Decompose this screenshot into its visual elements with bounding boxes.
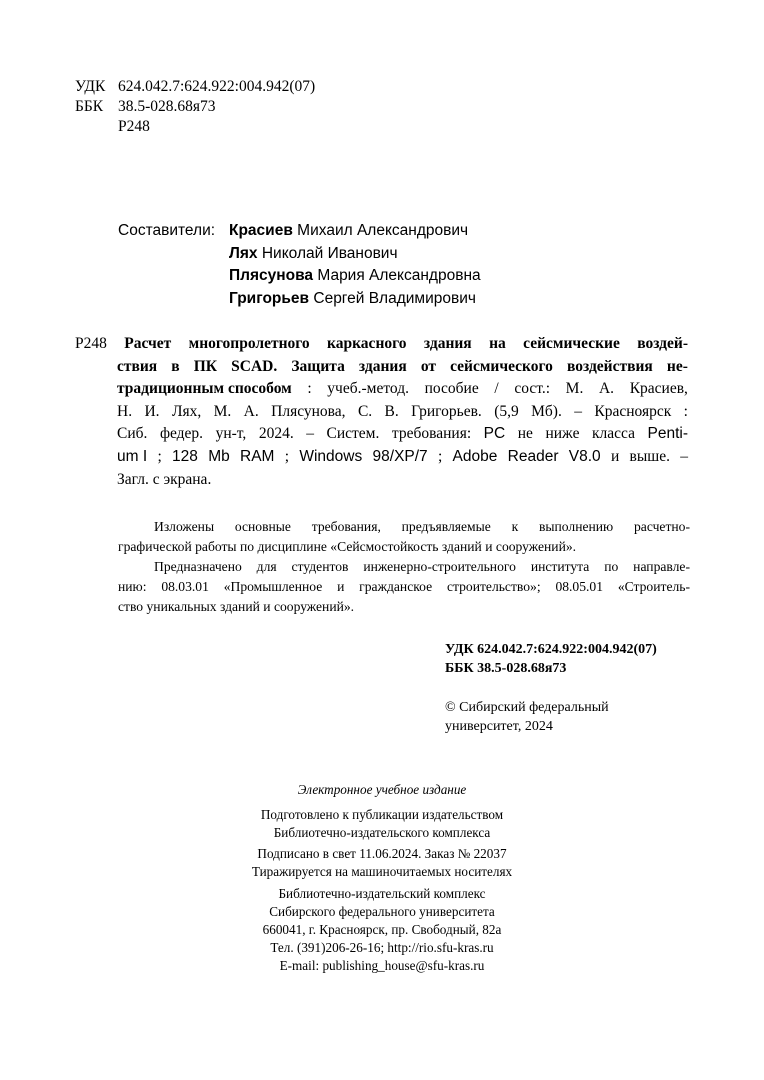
udc-label: УДК (75, 78, 106, 95)
annotation-word: дисциплине (257, 539, 327, 554)
classification-bottom (445, 640, 657, 678)
catalog-word: Красиев, (629, 380, 688, 398)
catalog-line-4 (75, 401, 688, 424)
catalog-word: Григорьев. (411, 402, 482, 420)
edition-type: Электронное учебное издание (297, 782, 467, 797)
annotation-line-3 (118, 557, 690, 577)
catalog-word: ; (437, 447, 443, 465)
annotation-word: студентов (291, 559, 349, 574)
annotation-word: инженерно-строительного (363, 559, 516, 574)
compilers-label: Составители: (118, 222, 216, 239)
copyright (445, 698, 609, 736)
annotation-word: Изложены (154, 519, 215, 534)
annotation-word: 08.05.01 (555, 579, 604, 594)
compiler-given-name: Николай Иванович (261, 244, 398, 262)
compiler-name (229, 243, 398, 266)
compiler-name (229, 220, 468, 243)
annotation-line-1 (118, 517, 690, 537)
author-mark: Р248 (118, 118, 150, 135)
publisher-email: E-mail: publishing_house@sfu-kras.ru (279, 958, 485, 973)
catalog-word: ПК (193, 357, 218, 375)
udc-value: 624.042.7:624.922:004.942(07) (118, 78, 316, 95)
catalog-word: PC (483, 425, 506, 443)
prepared-line-1: Подготовлено к публикации издательством (260, 807, 504, 822)
catalog-word: ствия (117, 357, 158, 375)
catalog-word: сейсмические (523, 335, 620, 352)
catalog-word: учеб.-метод. (327, 380, 409, 398)
catalog-word: С. (357, 402, 373, 420)
compiler-surname: Плясунова (229, 267, 314, 284)
catalog-word: (5,9 (494, 402, 519, 420)
catalog-word: требования: (391, 425, 472, 443)
catalog-word: Reader (507, 447, 559, 465)
catalog-word: Красноярск (594, 402, 672, 420)
compiler-given-name: Мария Александровна (317, 267, 481, 284)
compiler-row (118, 220, 481, 243)
compilers-block (118, 220, 481, 310)
compiler-surname: Красиев (229, 222, 293, 239)
annotation-line-5: ство уникальных зданий и сооружений». (118, 599, 355, 614)
catalog-line-3 (75, 378, 688, 401)
catalog-title-end: традиционным способом (117, 380, 292, 398)
annotation-word: к (511, 519, 519, 534)
annotation-word: «Строитель- (617, 579, 690, 594)
catalog-line-1 (75, 333, 688, 356)
annotation-line-4 (118, 577, 690, 597)
annotation-word: Предназначено (154, 559, 242, 574)
bbk-row (75, 97, 315, 117)
bbk-value: 38.5-028.68я73 (118, 98, 216, 115)
catalog-word: ; (157, 447, 162, 465)
catalog-word: – (574, 402, 582, 420)
catalog-entry (75, 333, 688, 491)
catalog-word: Плясунова, (271, 402, 346, 420)
catalog-word: : (307, 380, 312, 398)
copyright-line-1: © Сибирский федеральный (445, 700, 609, 715)
compiler-row (118, 243, 481, 266)
compiler-surname: Григорьев (229, 289, 310, 307)
annotation-word: графической (118, 539, 192, 554)
catalog-mark: Р248 (75, 335, 107, 352)
catalog-line-6 (75, 446, 688, 469)
catalog-word: на (489, 335, 506, 352)
annotation-word: выполнению (538, 519, 614, 534)
annotation-line-2 (118, 537, 690, 557)
catalog-word: воздей- (637, 335, 688, 352)
catalog-word: А. (598, 380, 615, 398)
annotation-word: расчетно- (633, 519, 690, 534)
annotation-word: работы (195, 539, 237, 554)
catalog-word: федер. (159, 425, 204, 443)
catalog-word: um I (117, 447, 148, 465)
compiler-row (118, 288, 481, 311)
catalog-word: не- (666, 357, 688, 375)
annotation-word: и (337, 579, 345, 594)
catalog-word: ; (284, 447, 290, 465)
classification-top (75, 77, 315, 137)
catalog-line-2 (75, 356, 688, 379)
catalog-word: от (420, 357, 436, 375)
annotation-word: нию: (118, 579, 147, 594)
catalog-word: М. (565, 380, 584, 398)
catalog-word: многопролетного (188, 335, 310, 352)
publisher-address: 660041, г. Красноярск, пр. Свободный, 82а (262, 922, 502, 937)
catalog-word: Сиб. (117, 425, 148, 443)
catalog-word: каркасного (327, 335, 407, 352)
annotation-word: строительство»; (446, 579, 541, 594)
annotation-word: предъявляемые (401, 519, 491, 534)
catalog-word: RAM (240, 447, 275, 465)
catalog-word: SCAD. (231, 357, 278, 375)
compiler-row (118, 265, 481, 288)
annotation-word: сооружений». (495, 539, 577, 554)
catalog-word: ун-т, (215, 425, 247, 443)
prepared-line-2: Библиотечно-издательского комплекса (273, 825, 491, 840)
annotation-word: «Сейсмостойкость (330, 539, 439, 554)
annotation-word: гражданское (359, 579, 433, 594)
bbk-label: ББК (75, 98, 104, 115)
publisher-phone: Тел. (391)206-26-16; http://rio.sfu-kras.ru (270, 940, 494, 955)
catalog-word: – (680, 447, 688, 465)
annotation-word: института (530, 559, 590, 574)
catalog-word: Mb (208, 447, 230, 465)
catalog-word: Защита (291, 357, 345, 375)
annotation-word: требования, (311, 519, 381, 534)
catalog-word: М. (213, 402, 232, 420)
catalog-word: Н. (117, 402, 133, 420)
catalog-word: 128 (172, 447, 198, 465)
catalog-word: здания (358, 357, 407, 375)
publisher-line-1: Библиотечно-издательский комплекс (278, 886, 486, 901)
udc-row (75, 77, 315, 97)
annotation-word: 08.03.01 (161, 579, 209, 594)
catalog-word: Расчет (124, 335, 172, 352)
compiler-given-name: Сергей Владимирович (313, 289, 476, 307)
catalog-line-7: Загл. с экрана. (117, 470, 212, 488)
replicated-line: Тиражируется на машиночитаемых носителях (251, 864, 513, 879)
catalog-word: здания (423, 335, 472, 352)
annotation-word: для (256, 559, 277, 574)
catalog-word: Adobe (452, 447, 498, 465)
catalog-word: / (494, 380, 499, 398)
compiler-name (229, 265, 481, 288)
catalog-word: ниже (545, 425, 580, 443)
signed-line: Подписано в свет 11.06.2024. Заказ № 22037 (257, 846, 507, 861)
catalog-word: сост.: (514, 380, 551, 398)
catalog-word: Систем. (326, 425, 380, 443)
annotation-word: основные (234, 519, 291, 534)
catalog-word: 98/XP/7 (372, 447, 428, 465)
catalog-word: В. (384, 402, 399, 420)
catalog-word: – (306, 425, 314, 443)
catalog-word: сейсмического (450, 357, 553, 375)
annotation-word: «Промышленное (223, 579, 323, 594)
catalog-word: не (517, 425, 533, 443)
publisher-block (0, 885, 764, 975)
annotation-word: зданий (441, 539, 482, 554)
catalog-word: воздействия (567, 357, 653, 375)
annotation-word: по (239, 539, 255, 554)
catalog-word: выше. (629, 447, 670, 465)
catalog-word: Windows (299, 447, 363, 465)
catalog-word: Лях, (171, 402, 202, 420)
compiler-surname: Лях (229, 244, 258, 262)
copyright-line-2: университет, 2024 (445, 719, 553, 734)
bbk-bottom: ББК 38.5-028.68я73 (445, 661, 567, 676)
catalog-word: Мб). (531, 402, 562, 420)
catalog-word: V8.0 (568, 447, 601, 465)
catalog-word: 2024. (258, 425, 294, 443)
catalog-word: класса (591, 425, 635, 443)
annotation (118, 517, 690, 617)
signed-block (0, 845, 764, 881)
compiler-given-name: Михаил Александрович (297, 222, 469, 239)
catalog-word: И. (144, 402, 160, 420)
catalog-word: А. (243, 402, 259, 420)
catalog-line-5 (75, 423, 688, 446)
publisher-line-2: Сибирского федерального университета (269, 904, 495, 919)
catalog-word: и (610, 447, 620, 465)
annotation-word: по (604, 559, 619, 574)
catalog-word: в (171, 357, 180, 375)
catalog-word: Penti- (647, 425, 688, 443)
catalog-word: : (683, 402, 688, 420)
prepared-block (0, 806, 764, 842)
catalog-word: пособие (424, 380, 479, 398)
annotation-word: направле- (633, 559, 690, 574)
compiler-name (229, 288, 476, 311)
udc-bottom: УДК 624.042.7:624.922:004.942(07) (445, 642, 657, 657)
annotation-word: и (485, 539, 493, 554)
